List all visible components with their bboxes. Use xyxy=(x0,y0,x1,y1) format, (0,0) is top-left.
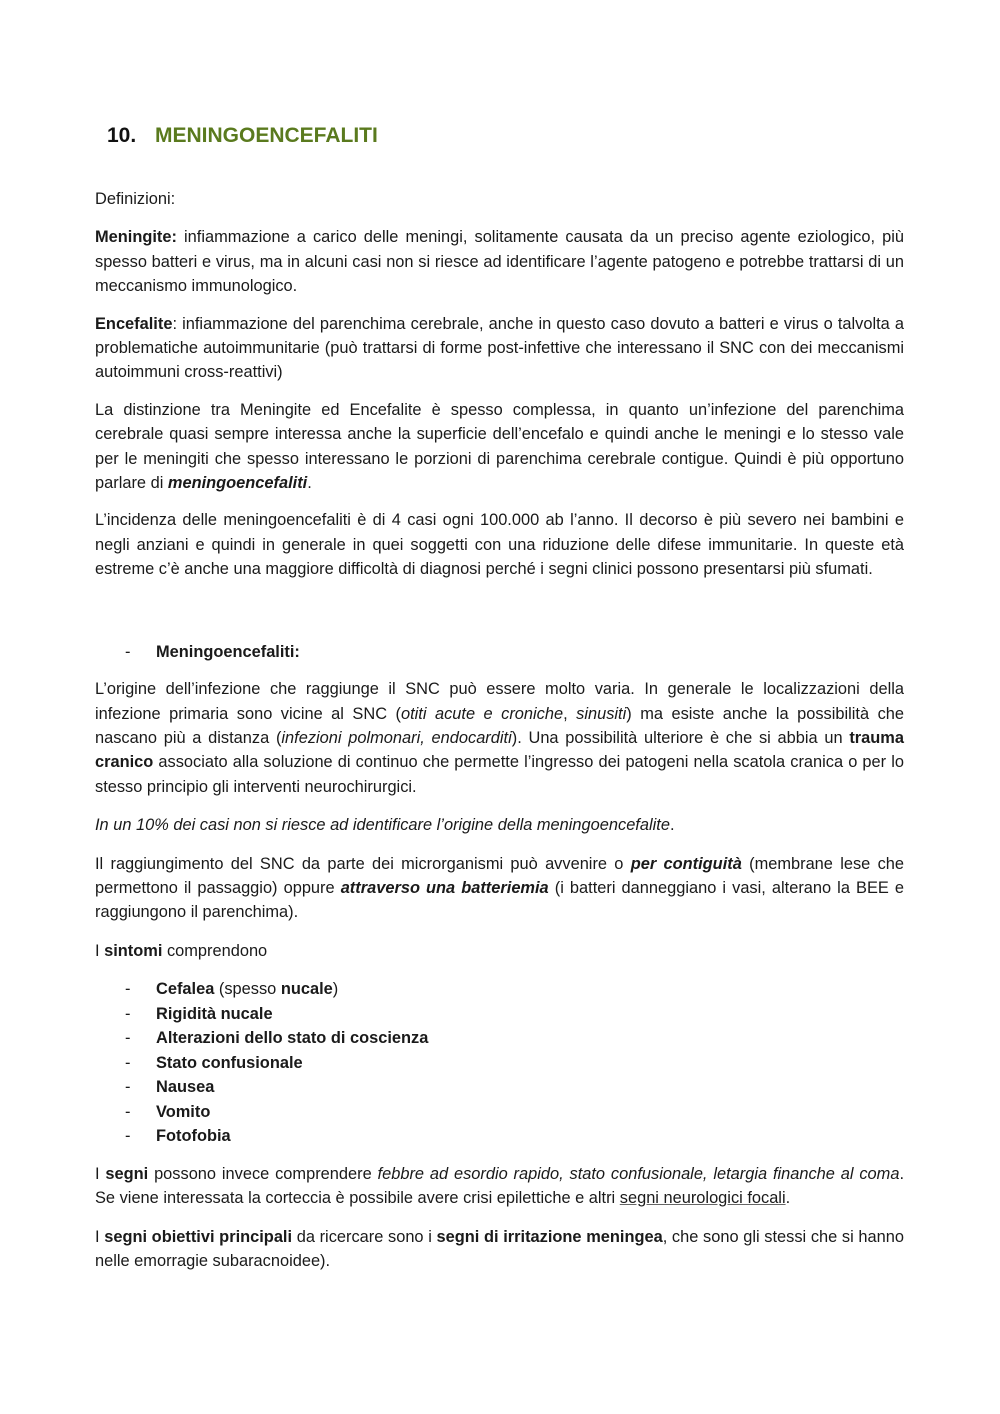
sintomi-list xyxy=(95,977,904,1149)
list-item: - Cefalea (spesso nucale) xyxy=(125,980,339,999)
list-item: - Meningoencefaliti: xyxy=(125,642,300,661)
list-item: - Nausea xyxy=(125,1078,215,1097)
origine-paragraph: L’origine dell’infezione che raggiunge il SNC può essere molto varia. In generale le localizzazioni della infezione primaria sono vicine al SNC (otiti acute e croniche, sinusiti) ma esiste anche la possibilità che nascano più a distanza (infezioni polmonari, endocarditi). Una possibilità ulteriore è che si abbia un trauma cranico associato alla soluzione di continuo che permette l’ingresso dei patogeni nella scatola cranica o per lo stesso principio gli interventi neurochirurgici. xyxy=(95,680,905,796)
raggiungimento-paragraph: Il raggiungimento del SNC da parte dei microrganismi può avvenire o per contiguità (membrane lese che permettono il passaggio) oppure attraverso una batteriemia (i batteri danneggiano i vasi, alterano la BEE e raggiungono il parenchima). xyxy=(95,854,904,922)
segni-obiettivi-paragraph: I segni obiettivi principali da ricercare sono i segni di irritazione meningea, che sono gli stessi che si hanno nelle emorragie subaracnoidee). xyxy=(95,1227,904,1270)
list-item: - Vomito xyxy=(125,1102,211,1121)
segni-paragraph: I segni possono invece comprendere febbre ad esordio rapido, stato confusionale, letargia finanche al coma. Se viene interessata la corteccia è possibile avere crisi epilettiche e altri segni neurologici focali. xyxy=(95,1164,905,1208)
meningite-term: Meningite: xyxy=(95,228,177,247)
document-body xyxy=(95,187,904,1287)
heading-title: MENINGOENCEFALITI xyxy=(155,124,378,147)
encefalite-definition: Encefalite: infiammazione del parenchima cerebrale, anche in questo caso dovuto a batteri e virus o talvolta a problematiche autoimmunitarie (può trattarsi di forme post-infettive che interessano il SNC con dei meccanismi autoimmuni cross-reattivi) xyxy=(95,314,904,382)
sintomi-intro: I sintomi comprendono xyxy=(95,941,268,960)
dieci-percento-paragraph: In un 10% dei casi non si riesce ad identificare l’origine della meningoencefalite. xyxy=(95,816,675,835)
definitions-label: Definizioni: xyxy=(95,190,176,208)
section-bullet xyxy=(95,640,904,665)
encefalite-term: Encefalite xyxy=(95,314,173,333)
list-item: - Stato confusionale xyxy=(125,1053,303,1072)
list-item: - Alterazioni dello stato di coscienza xyxy=(125,1029,429,1048)
heading-number: 10. xyxy=(107,124,137,147)
incidenza-paragraph: L’incidenza delle meningoencefaliti è di 4 casi ogni 100.000 ab l’anno. Il decorso è più severo nei bambini e negli anziani e quindi in generale in quei soggetti con una riduzione delle difese immunitarie. In queste età estreme c’è anche una maggiore difficoltà di diagnosi perché i segni clinici possono presentarsi più sfumati. xyxy=(95,511,904,579)
list-item: - Fotofobia xyxy=(125,1127,231,1146)
meningite-definition: Meningite: infiammazione a carico delle meningi, solitamente causata da un preciso agente eziologico, più spesso batteri e virus, ma in alcuni casi non si riesce ad identificare l’agente patogeno e potrebbe trattarsi di un meccanismo immunologico. xyxy=(95,228,904,296)
section-heading xyxy=(107,122,378,150)
distinzione-paragraph: La distinzione tra Meningite ed Encefalite è spesso complessa, in quanto un’infezione del parenchima cerebrale quasi sempre interessa anche la superficie dell’encefalo e quindi anche le meningi e lo stesso vale per le meningiti che spesso interessano le porzioni di parenchima cerebrale contigue. Quindi è più opportuno parlare di meningoencefaliti. xyxy=(95,400,904,493)
list-item: - Rigidità nucale xyxy=(125,1004,273,1023)
